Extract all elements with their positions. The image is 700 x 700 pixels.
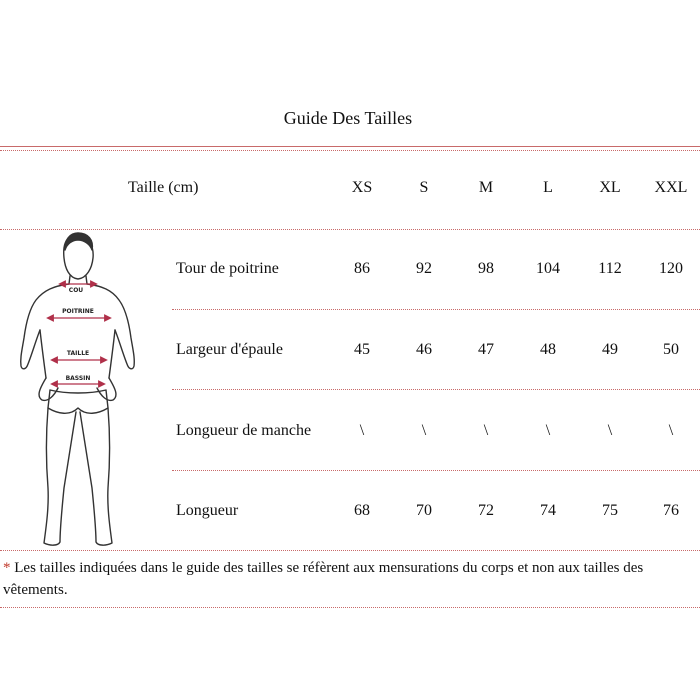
table-cell: 46 [416, 341, 432, 358]
table-cell: 47 [478, 341, 494, 358]
hips-label: BASSIN [65, 375, 91, 382]
row-divider [172, 309, 700, 310]
header-label: Taille (cm) [128, 179, 199, 196]
size-header: L [543, 179, 553, 196]
divider-footer [0, 607, 700, 608]
row-divider [172, 470, 700, 471]
table-cell: 112 [598, 260, 622, 277]
table-cell: 49 [602, 341, 618, 358]
table-cell: \ [483, 422, 489, 439]
chest-label: POITRINE [62, 308, 94, 315]
footnote-star: * [3, 560, 11, 576]
row-label: Largeur d'épaule [176, 341, 283, 358]
table-cell: 50 [663, 341, 679, 358]
body-measurement-figure [6, 228, 146, 553]
table-cell: 74 [540, 502, 556, 519]
row-label: Longueur de manche [176, 422, 312, 439]
table-cell: 72 [478, 502, 494, 519]
footnote-text: Les tailles indiquées dans le guide des tailles se réfèrent aux mensurations du corps et non aux tailles des vêtements. [3, 560, 644, 598]
table-cell: \ [359, 422, 365, 439]
table-cell: 92 [416, 260, 432, 277]
table-cell: 75 [602, 502, 618, 519]
page-title: Guide Des Tailles [283, 108, 413, 128]
table-cell: \ [668, 422, 674, 439]
measurement-arrows [50, 284, 108, 384]
table-cell: 70 [416, 502, 432, 519]
row-label: Longueur [176, 502, 239, 519]
table-cell: 48 [540, 341, 556, 358]
table-cell: \ [607, 422, 613, 439]
table-cell: 86 [354, 260, 370, 277]
table-cell: 68 [354, 502, 370, 519]
table-cell: 98 [478, 260, 494, 277]
table-cell: \ [421, 422, 427, 439]
table-cell: \ [545, 422, 551, 439]
size-header: XXL [654, 179, 688, 196]
neck-label: COU [68, 287, 84, 294]
table-cell: 76 [663, 502, 679, 519]
row-divider [172, 389, 700, 390]
table-cell: 45 [354, 341, 370, 358]
divider-top [0, 146, 700, 147]
size-header: XS [351, 179, 373, 196]
size-header: XL [599, 179, 621, 196]
waist-label: TAILLE [66, 350, 90, 357]
row-label: Tour de poitrine [176, 260, 279, 277]
body-outline [21, 233, 135, 545]
size-header: M [478, 179, 494, 196]
table-cell: 120 [659, 260, 683, 277]
divider-top-dotted [0, 150, 700, 151]
size-header: S [419, 179, 429, 196]
footnote [3, 557, 693, 601]
table-cell: 104 [536, 260, 560, 277]
